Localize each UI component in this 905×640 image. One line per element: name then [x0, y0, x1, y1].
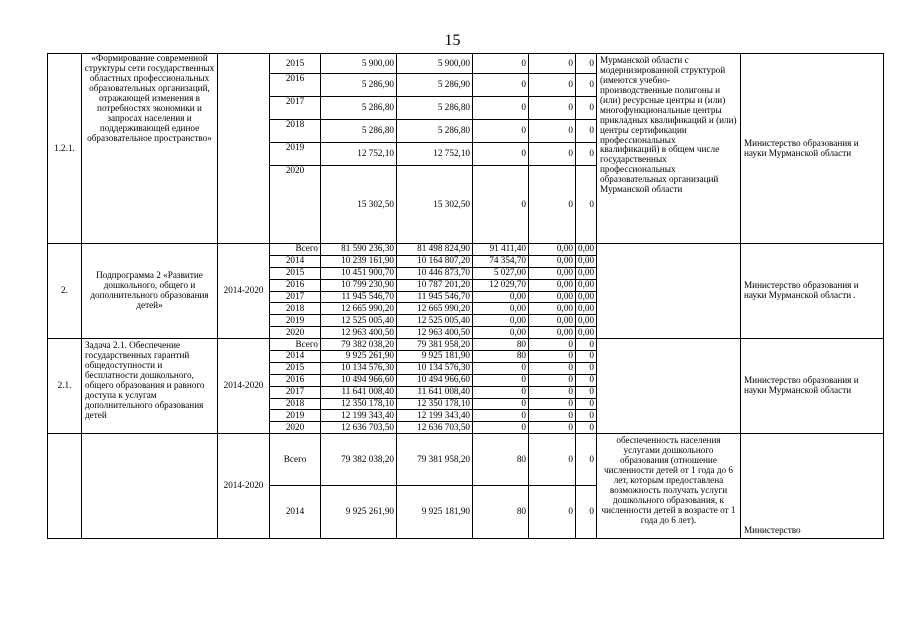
table-row: 2015 10 134 576,30 10 134 576,30 0 0 0: [48, 362, 884, 374]
task-name: [82, 434, 218, 539]
table-row: 2019 12 199 343,40 12 199 343,40 0 0 0: [48, 410, 884, 422]
executor: Министерство: [741, 434, 884, 539]
task-name: Задача 2.1. Обеспечение государственных гарантий общедоступности и бесплатности дошкольного, общего образования и равного доступа к услугам дополнительного образования детей: [82, 339, 218, 434]
table-row: 2.1. Задача 2.1. Обеспечение государственных гарантий общедоступности и бесплатности дошкольного, общего образования и равного доступа к услугам дополнительного образования детей 2014-2020 Всего 79 382 038,20 79 381 958,20 80 0 0 Министерство образования и науки Мурманской области: [48, 339, 884, 351]
row-number: 2.: [48, 244, 82, 339]
table-row: 2019 12 752,10 12 752,10 0 0 0: [48, 143, 884, 166]
table-row: 2020 15 302,50 15 302,50 0 0 0: [48, 166, 884, 244]
indicator-empty: [597, 244, 741, 339]
table-row: 2014-2020 Всего 79 382 038,20 79 381 958,20 80 0 0 обеспеченность населения услугами дошкольного образования (отношение численности детей от 1 года до 6 лет, которым предоставлена возможность получать услуги дошкольного образования, к численности детей в возрасте от 1 года до 6 лет). Министерство: [48, 434, 884, 486]
executor: Министерство образования и науки Мурманской области: [741, 54, 884, 244]
table-row: 2018 12 665 990,20 12 665 990,20 0,00 0,00 0,00: [48, 303, 884, 315]
row-number: 2.1.: [48, 339, 82, 434]
table-row: 2014 9 925 261,90 9 925 181,90 80 0 0: [48, 486, 884, 539]
table-row: 2020 12 963 400,50 12 963 400,50 0,00 0,00 0,00: [48, 327, 884, 339]
page-number: 15: [444, 32, 461, 49]
table-row: 2. Подпрограмма 2 «Развитие дошкольного, общего и дополнительного образования детей» 2014-2020 Всего 81 590 236,30 81 498 824,90 91 411,40 0,00 0,00 Министерство образования и науки Мурманской области .: [48, 244, 884, 256]
table-row: 2014 9 925 261,90 9 925 181,90 80 0 0: [48, 351, 884, 363]
table-row: 2018 5 286,80 5 286,80 0 0 0: [48, 120, 884, 143]
table-row: 2017 5 286,80 5 286,80 0 0 0: [48, 97, 884, 120]
indicator-text: Мурманской области с модернизированной структурой (имеются учебно-производственные полигоны и (или) ресурсные центры и (или) многофункциональные центры прикладных квалификаций и (или) центры сертификации профессиональных квалификаций) в общем числе государственных профессиональных образовательных организаций Мурманской области: [597, 54, 741, 244]
period-cell: [218, 54, 270, 244]
indicator-text: обеспеченность населения услугами дошкольного образования (отношение численности детей от 1 года до 6 лет, которым предоставлена возможность получать услуги дошкольного образования, к численности детей в возрасте от 1 года до 6 лет).: [597, 434, 741, 539]
subprogram-name: Подпрограмма 2 «Развитие дошкольного, общего и дополнительного образования детей»: [82, 244, 218, 339]
table-row: 2017 11 945 546,70 11 945 546,70 0,00 0,00 0,00: [48, 291, 884, 303]
table-row: 2016 10 494 966,60 10 494 966,60 0 0 0: [48, 374, 884, 386]
table-row: 2015 10 451 900,70 10 446 873,70 5 027,00 0,00 0,00: [48, 267, 884, 279]
executor: Министерство образования и науки Мурманской области: [741, 339, 884, 434]
row-number: [48, 434, 82, 539]
executor: Министерство образования и науки Мурманской области .: [741, 244, 884, 339]
table-row: 2017 11 641 008,40 11 641 008,40 0 0 0: [48, 386, 884, 398]
period: 2014-2020: [218, 434, 270, 539]
table-row: 2016 5 286,90 5 286,90 0 0 0: [48, 74, 884, 97]
period: 2014-2020: [218, 339, 270, 434]
program-table: [47, 53, 884, 539]
table-row: 2019 12 525 005,40 12 525 005,40 0,00 0,00 0,00: [48, 315, 884, 327]
table-row: 2014 10 239 161,90 10 164 807,20 74 354,70 0,00 0,00: [48, 255, 884, 267]
table-row: 2020 12 636 703,50 12 636 703,50 0 0 0: [48, 422, 884, 434]
table-row: 1.2.1. «Формирование современной структуры сети государственных областных профессиональных образовательных организаций, отражающей изменения в потребностях экономики и запросах населения и поддерживающей единое образовательное пространство» 2015 5 900,00 5 900,00 0 0 0 Мурманской области с модернизированной структурой (имеются учебно-производственные полигоны и (или) ресурсные центры и (или) многофункциональные центры прикладных квалификаций и (или) центры сертификации профессиональных квалификаций) в общем числе государственных профессиональных образовательных организаций Мурманской области Министерство образования и науки Мурманской области: [48, 54, 884, 74]
period: 2014-2020: [218, 244, 270, 339]
indicator-empty: [597, 339, 741, 434]
row-number: 1.2.1.: [48, 54, 82, 244]
table-row: 2018 12 350 178,10 12 350 178,10 0 0 0: [48, 398, 884, 410]
table-row: 2016 10 799 230,90 10 787 201,20 12 029,70 0,00 0,00: [48, 279, 884, 291]
task-name: «Формирование современной структуры сети государственных областных профессиональных образовательных организаций, отражающей изменения в потребностях экономики и запросах населения и поддерживающей единое образовательное пространство»: [82, 54, 218, 244]
